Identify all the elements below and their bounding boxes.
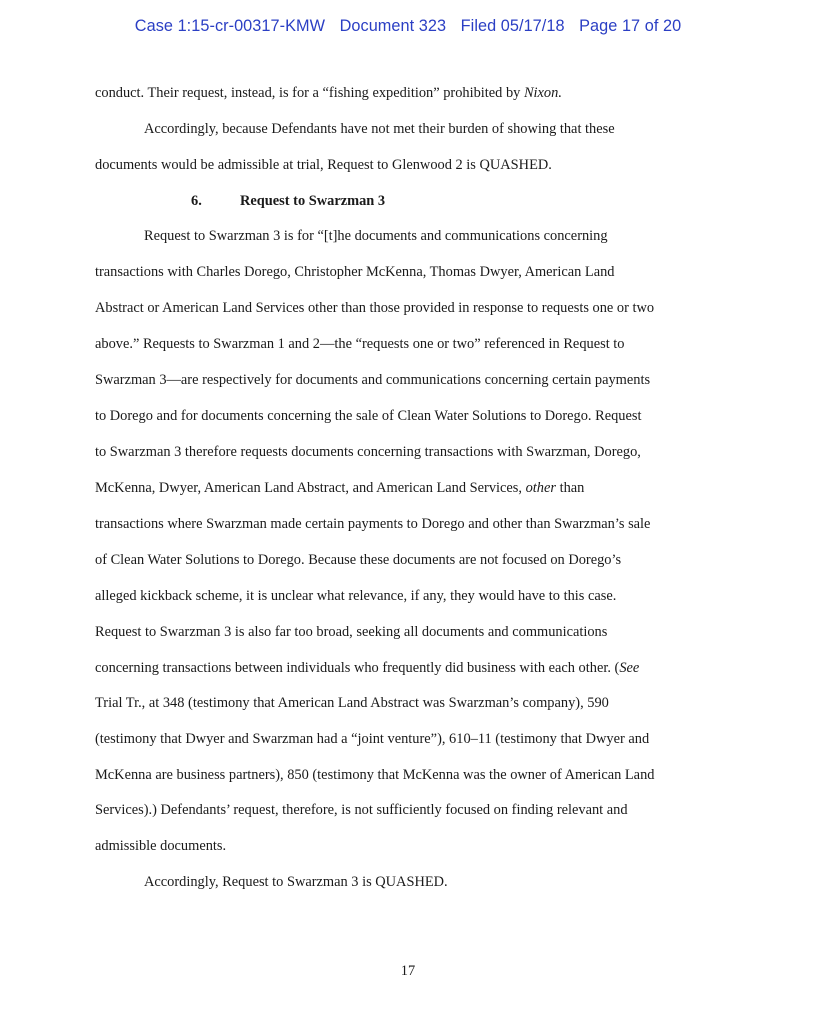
body-line: documents would be admissible at trial, Request to Glenwood 2 is QUASHED. xyxy=(95,157,552,173)
case-number: Case 1:15-cr-00317-KMW xyxy=(134,17,326,35)
body-line: conduct. Their request, instead, is for a “fishing expedition” prohibited by Nixon. xyxy=(95,85,562,101)
body-line: to Swarzman 3 therefore requests documents concerning transactions with Swarzman, Dorego, xyxy=(95,444,641,460)
body-line: Services).) Defendants’ request, therefore, is not sufficiently focused on finding relevant and xyxy=(95,802,628,818)
body-line: (testimony that Dwyer and Swarzman had a “joint venture”), 610–11 (testimony that Dwyer and xyxy=(95,731,650,747)
body-line: Request to Swarzman 3 is also far too broad, seeking all documents and communications xyxy=(95,624,608,640)
section-heading: Request to Swarzman 3 xyxy=(240,193,386,209)
section-number: 6. xyxy=(191,193,202,209)
page-number: 17 xyxy=(400,963,416,979)
document-number: Document 323 xyxy=(339,17,447,35)
filed-date: Filed 05/17/18 xyxy=(460,17,565,35)
body-line: transactions where Swarzman made certain payments to Dorego and other than Swarzman’s sale xyxy=(95,516,651,532)
body-line: concerning transactions between individuals who frequently did business with each other. (See xyxy=(95,660,640,676)
body-line: McKenna, Dwyer, American Land Abstract, and American Land Services, other than xyxy=(95,480,585,496)
body-line: McKenna are business partners), 850 (testimony that McKenna was the owner of American Land xyxy=(95,767,655,783)
body-line: alleged kickback scheme, it is unclear what relevance, if any, they would have to this case. xyxy=(95,588,617,604)
body-line: Swarzman 3—are respectively for documents and communications concerning certain payments xyxy=(95,372,651,388)
body-line: Abstract or American Land Services other than those provided in response to requests one or two xyxy=(95,300,655,316)
body-line: Accordingly, because Defendants have not met their burden of showing that these xyxy=(144,121,615,137)
body-line: of Clean Water Solutions to Dorego. Because these documents are not focused on Dorego’s xyxy=(95,552,622,568)
body-line: transactions with Charles Dorego, Christopher McKenna, Thomas Dwyer, American Land xyxy=(95,264,615,280)
body-line: admissible documents. xyxy=(95,838,227,854)
body-line: Request to Swarzman 3 is for “[t]he documents and communications concerning xyxy=(144,228,608,244)
ecf-header xyxy=(0,17,816,36)
body-line: Trial Tr., at 348 (testimony that American Land Abstract was Swarzman’s company), 590 xyxy=(95,695,609,711)
body-line: Accordingly, Request to Swarzman 3 is QUASHED. xyxy=(144,874,448,890)
page-indicator: Page 17 of 20 xyxy=(579,17,682,35)
body-line: above.” Requests to Swarzman 1 and 2—the “requests one or two” referenced in Request to xyxy=(95,336,625,352)
body-line: to Dorego and for documents concerning the sale of Clean Water Solutions to Dorego. Request xyxy=(95,408,642,424)
